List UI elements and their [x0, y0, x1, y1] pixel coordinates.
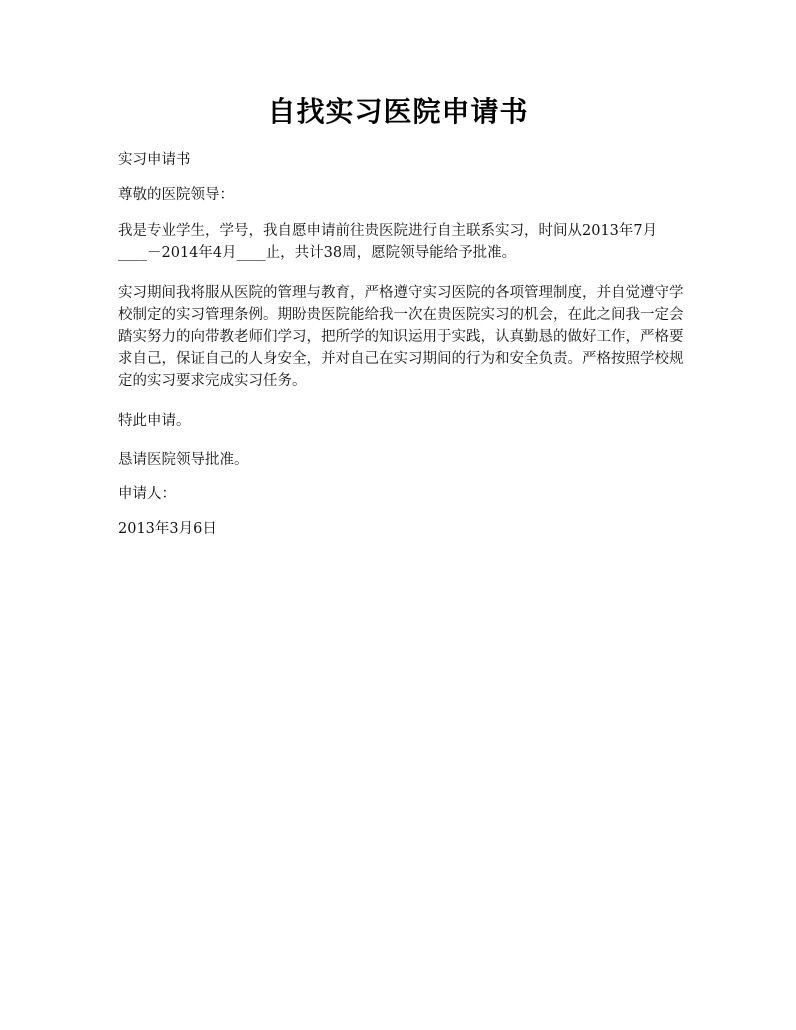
paragraph-intro: 我是专业学生，学号，我自愿申请前往贵医院进行自主联系实习，时间从2013年7月____－2014年4月____止，共计38周，愿院领导能给予批准。 — [118, 223, 658, 261]
document-subtitle: 实习申请书 — [118, 152, 191, 168]
application-date: 2013年3月6日 — [118, 521, 217, 537]
applicant-label: 申请人： — [118, 486, 176, 502]
document-title: 自找实习医院申请书 — [267, 95, 529, 128]
closing-line-1: 特此申请。 — [118, 413, 191, 429]
salutation: 尊敬的医院领导： — [118, 187, 234, 203]
closing-line-2: 恳请医院领导批准。 — [118, 452, 249, 468]
paragraph-commitment: 实习期间我将服从医院的管理与教育，严格遵守实习医院的各项管理制度，并自觉遵守学校制定的实习管理条例。期盼贵医院能给我一次在贵医院实习的机会，在此之间我一定会踏实努力的向带教老师们学习，把所学的知识运用于实践，认真勤恳的做好工作，严格要求自己，保证自己的人身安全，并对自己在实习期间的行为和安全负责。严格按照学校规定的实习要求完成实习任务。 — [118, 285, 684, 389]
